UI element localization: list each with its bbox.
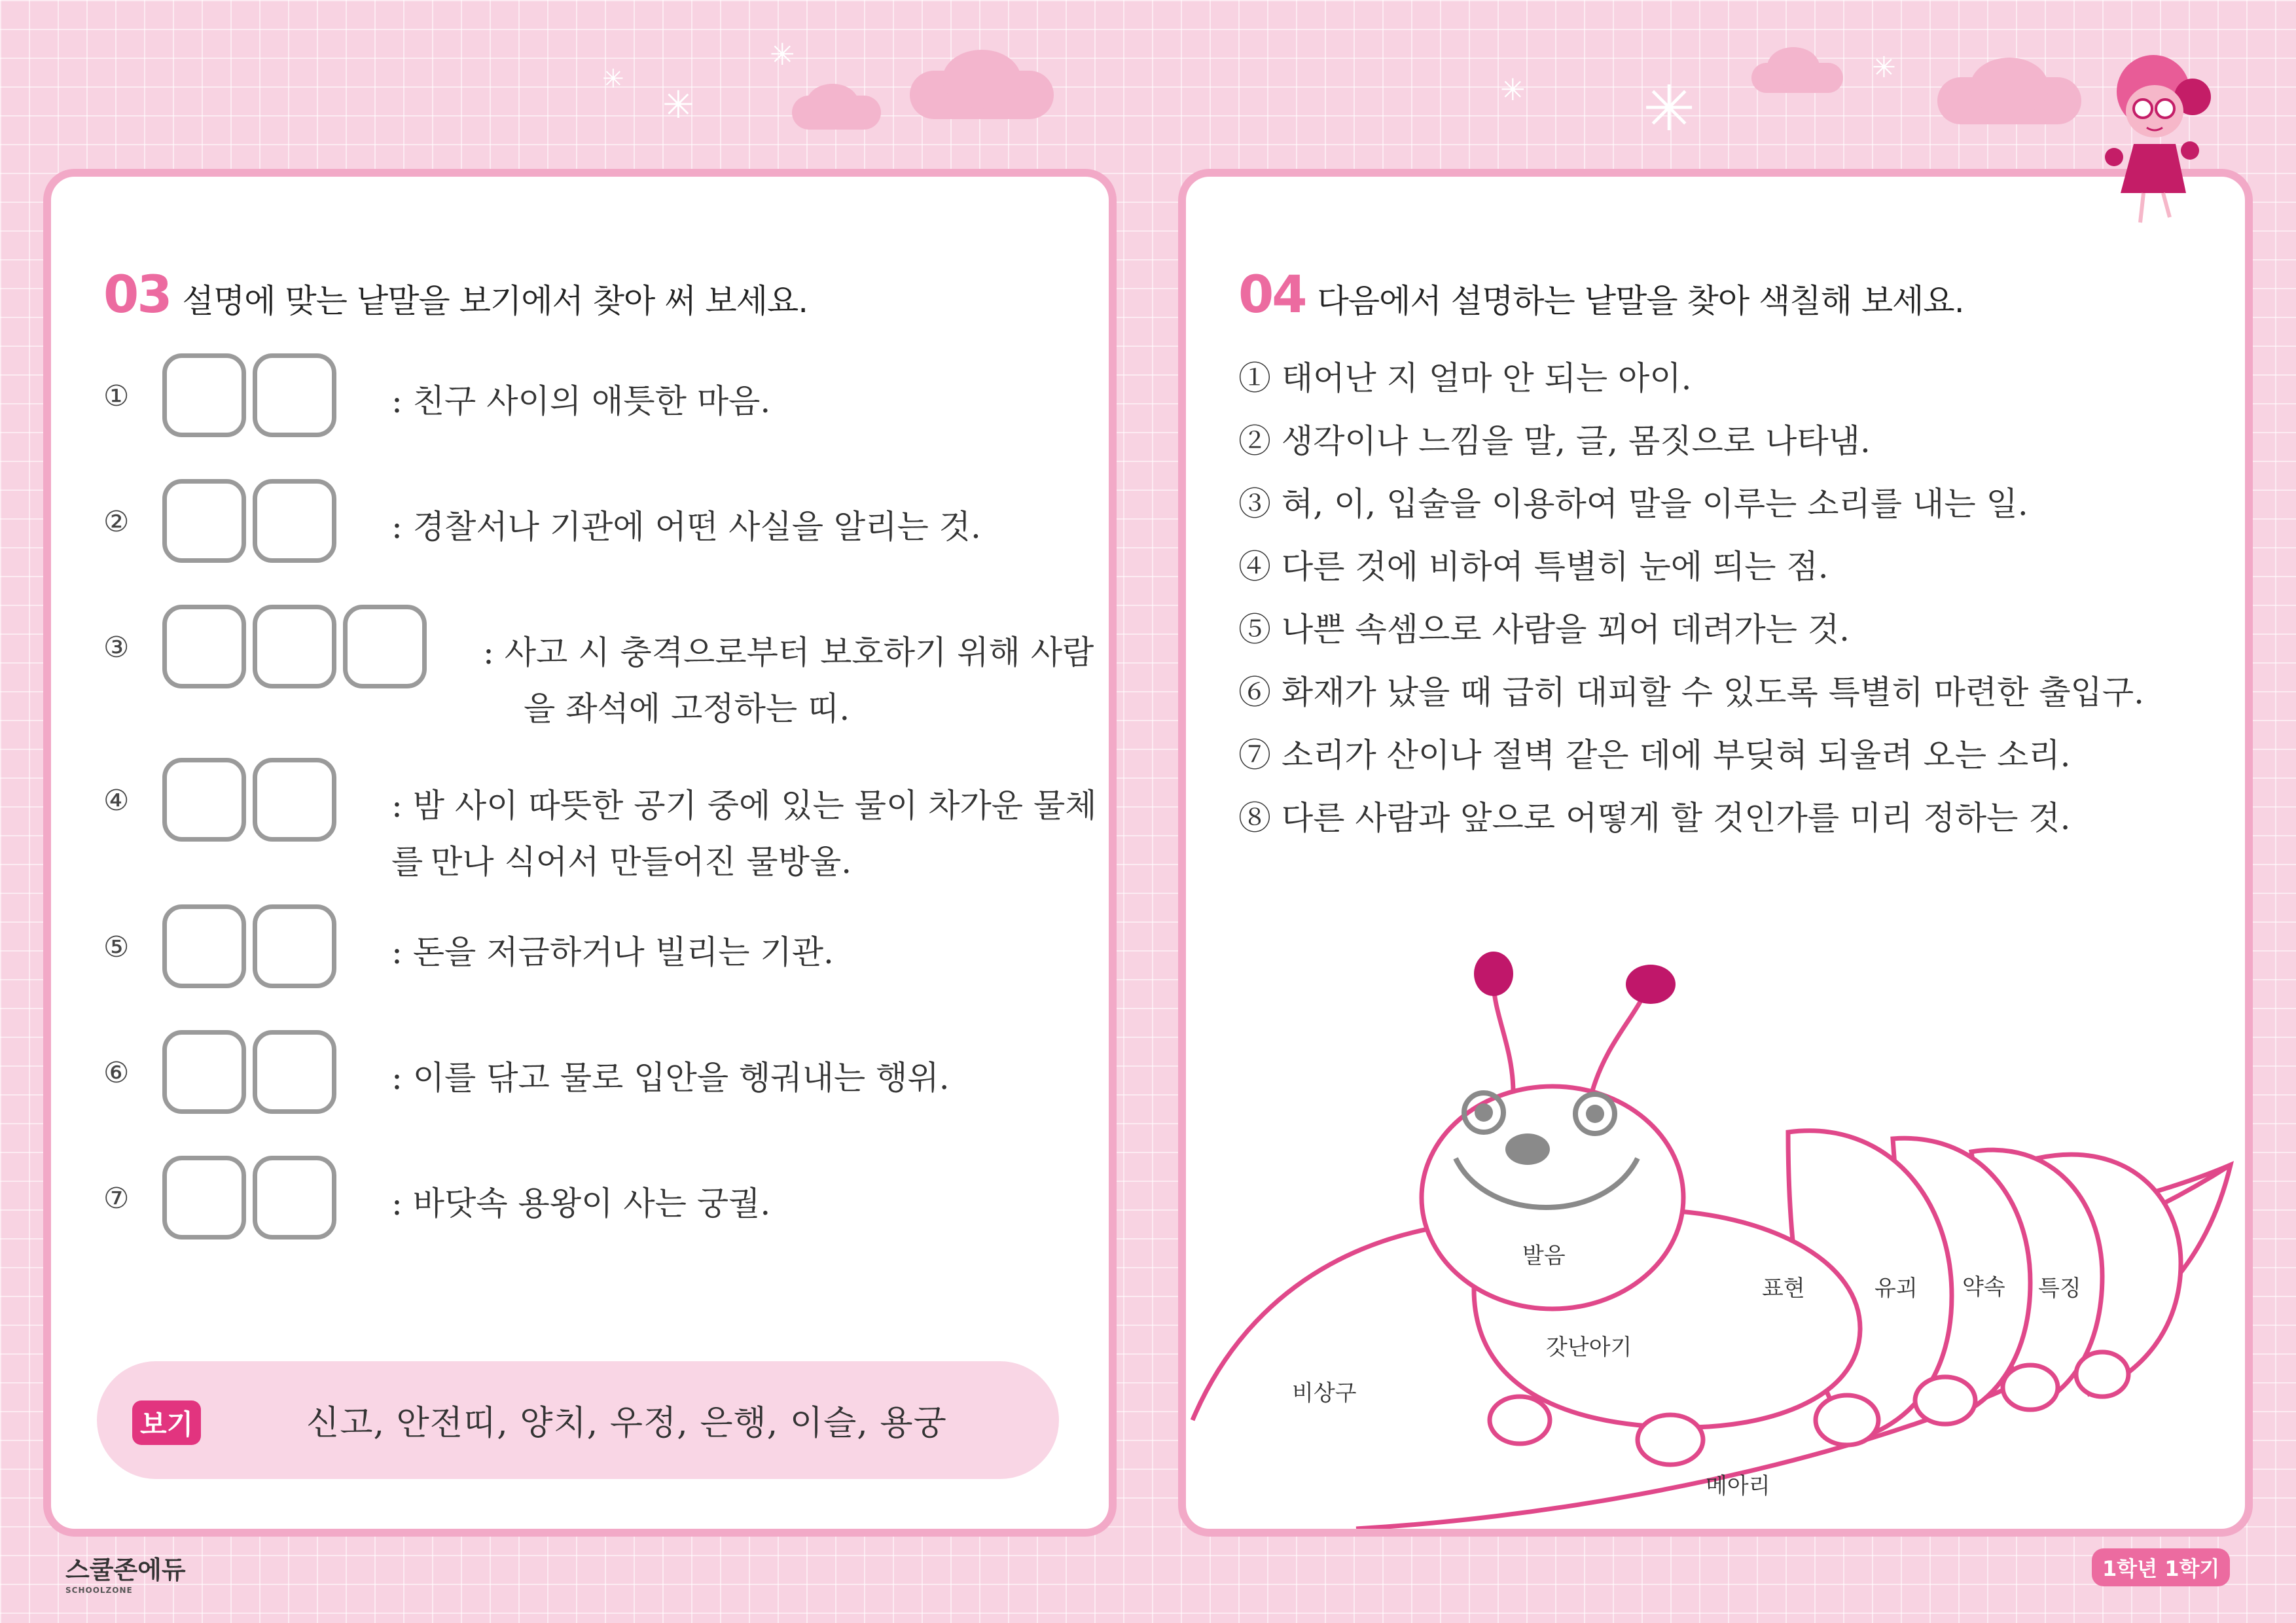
answer-boxes: [162, 353, 336, 437]
word-body3[interactable]: 약속: [1962, 1274, 2005, 1300]
cloud-bump: [1767, 47, 1820, 86]
clue-6: ⑥ 화재가 났을 때 급히 대피할 수 있도록 특별히 마련한 출입구.: [1238, 673, 2145, 711]
item-number: ①: [103, 380, 130, 413]
item-number: ③: [103, 631, 130, 664]
word-head[interactable]: 발음: [1522, 1243, 1566, 1269]
answer-box[interactable]: [162, 605, 246, 688]
star-icon: ✳: [662, 82, 694, 127]
answer-box[interactable]: [162, 1030, 246, 1114]
item-description: : 바닷속 용왕이 사는 궁궐.: [391, 1185, 771, 1222]
foot: [2003, 1365, 2058, 1410]
question-3-title: [103, 266, 808, 325]
clue-7: ⑦ 소리가 산이나 절벽 같은 데에 부딪혀 되울려 오는 소리.: [1238, 736, 2071, 774]
word-bank-words: 신고, 안전띠, 양치, 우정, 은행, 이슬, 용궁: [306, 1404, 947, 1443]
item-description: : 친구 사이의 애틋한 마음.: [391, 382, 771, 420]
answer-boxes: [162, 1156, 336, 1240]
word-body4[interactable]: 특징: [2038, 1275, 2081, 1302]
clue-4: ④ 다른 것에 비하여 특별히 눈에 띄는 점.: [1238, 548, 1829, 586]
item-number: ②: [103, 505, 130, 539]
cloud-bump: [806, 84, 859, 123]
item-description-line2: 을 좌석에 고정하는 띠.: [524, 690, 850, 728]
question-3-instruction: 설명에 맞는 낱말을 보기에서 찾아 써 보세요.: [182, 282, 808, 320]
answer-box[interactable]: [253, 758, 336, 842]
star-icon: ✳: [1643, 72, 1696, 145]
cloud-bump: [1970, 58, 2049, 116]
question-4-panel: [1178, 169, 2253, 1537]
word-body2[interactable]: 유괴: [1874, 1275, 1918, 1302]
answer-box[interactable]: [253, 1030, 336, 1114]
foot: [1638, 1415, 1703, 1465]
answer-box[interactable]: [162, 904, 246, 988]
question-3-number: 03: [103, 266, 171, 325]
logo-main: 스쿨존에듀: [65, 1556, 186, 1584]
answer-boxes: [162, 758, 336, 842]
star-icon: ✳: [602, 64, 624, 94]
clue-1: ① 태어난 지 얼마 안 되는 아이.: [1238, 359, 1692, 397]
question-3-panel: [43, 169, 1117, 1537]
item-description-line2: 만나 식어서 만들어진 물방울.: [431, 843, 852, 881]
star-icon: ✳: [1872, 51, 1896, 84]
item-number: ④: [103, 784, 130, 817]
answer-box[interactable]: [343, 605, 427, 688]
question-4-instruction: 다음에서 설명하는 낱말을 찾아 색칠해 보세요.: [1317, 282, 1964, 320]
item-description: : 경찰서나 기관에 어떤 사실을 알리는 것.: [391, 508, 981, 546]
answer-boxes: [162, 1030, 336, 1114]
schoolzone-logo: [65, 1550, 186, 1595]
clue-3: ③ 혀, 이, 입술을 이용하여 말을 이루는 소리를 내는 일.: [1238, 485, 2028, 523]
foot: [1816, 1395, 1878, 1445]
star-icon: ✳: [770, 37, 795, 72]
answer-box[interactable]: [162, 758, 246, 842]
foot: [1490, 1397, 1550, 1444]
item-number: ⑤: [103, 931, 130, 964]
foot: [1915, 1377, 1975, 1424]
answer-box[interactable]: [253, 1156, 336, 1240]
answer-box[interactable]: [253, 904, 336, 988]
item-description: : 이를 닦고 물로 입안을 헹궈내는 행위.: [391, 1059, 950, 1097]
answer-boxes: [162, 479, 336, 563]
item-number: ⑥: [103, 1056, 130, 1090]
word-leaf-bottom[interactable]: 메아리: [1706, 1473, 1770, 1499]
item-description: : 돈을 저금하거나 빌리는 기관.: [391, 933, 834, 971]
answer-row-5: [103, 904, 1111, 996]
cloud-bump: [942, 50, 1021, 109]
clue-2: ② 생각이나 느낌을 말, 글, 몸짓으로 나타냄.: [1238, 422, 1871, 460]
answer-box[interactable]: [162, 479, 246, 563]
word-bank: [97, 1361, 1059, 1479]
star-icon: ✳: [1500, 72, 1526, 107]
answer-boxes: [162, 904, 336, 988]
answer-row-7: [103, 1156, 1111, 1247]
answer-box[interactable]: [253, 479, 336, 563]
item-description: : 밤 사이 따뜻한 공기 중에 있는 물이 차가운 물체를: [391, 787, 1097, 881]
clue-5: ⑤ 나쁜 속셈으로 사람을 꾀어 데려가는 것.: [1238, 611, 1850, 649]
answer-row-1: [103, 353, 1111, 445]
word-body1[interactable]: 표현: [1762, 1275, 1805, 1302]
answer-box[interactable]: [253, 353, 336, 437]
grade-badge: 1학년 1학기: [2092, 1548, 2230, 1586]
item-number: ⑦: [103, 1182, 130, 1215]
caterpillar-illustration: [1186, 177, 2245, 1529]
segment-head: [1422, 1086, 1683, 1309]
clue-8: ⑧ 다른 사람과 앞으로 어떻게 할 것인가를 미리 정하는 것.: [1238, 799, 2071, 837]
answer-row-6: [103, 1030, 1111, 1122]
answer-box[interactable]: [162, 1156, 246, 1240]
answer-row-3: [103, 605, 1111, 736]
logo-sub: SCHOOLZONE: [65, 1586, 133, 1595]
item-description: : 사고 시 충격으로부터 보호하기 위해 사람: [483, 633, 1094, 671]
foot: [2076, 1352, 2128, 1397]
word-neck[interactable]: 갓난아기: [1546, 1334, 1632, 1361]
answer-box[interactable]: [162, 353, 246, 437]
answer-row-4: [103, 758, 1111, 889]
answer-box[interactable]: [253, 605, 336, 688]
girl-mascot-illustration: [2094, 46, 2238, 236]
word-bank-label: 보기: [132, 1400, 201, 1445]
word-leaf-left[interactable]: 비상구: [1292, 1380, 1357, 1406]
answer-row-2: [103, 479, 1111, 571]
answer-boxes: [162, 605, 427, 688]
question-4-number: 04: [1238, 266, 1306, 325]
